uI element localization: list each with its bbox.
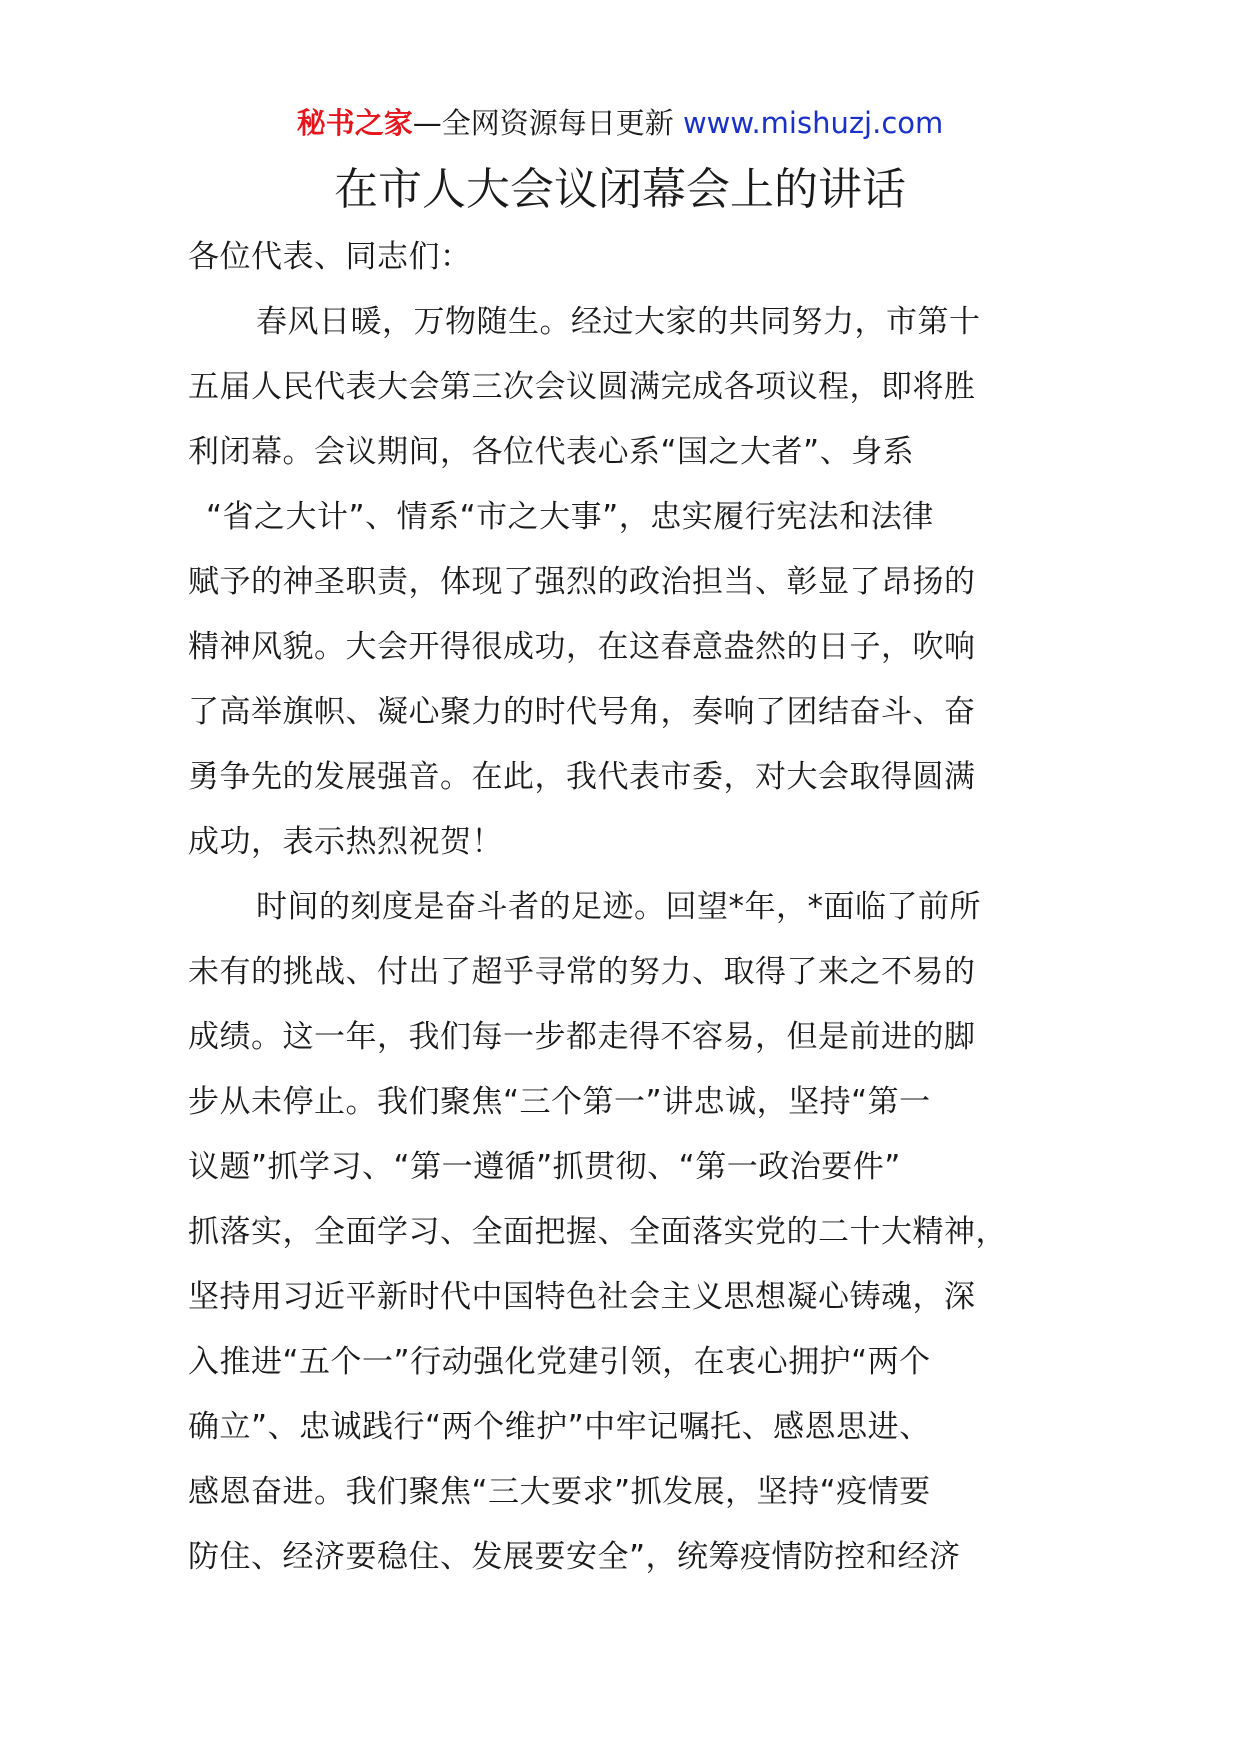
paragraph-line: 精神风貌。大会开得很成功，在这春意盎然的日子，吹响 bbox=[188, 629, 976, 665]
document-body bbox=[188, 225, 1048, 1590]
paragraph-line: 抓落实，全面学习、全面把握、全面落实党的二十大精神， bbox=[188, 1214, 1007, 1250]
paragraph-line: 春风日暖，万物随生。经过大家的共同努力，市第十 bbox=[256, 304, 981, 340]
paragraph-line: 入推进“五个一”行动强化党建引领，在衷心拥护“两个 bbox=[188, 1344, 931, 1380]
site-url-link[interactable]: www.mishuzj.com bbox=[682, 106, 944, 140]
paragraph-line: 步从未停止。我们聚焦“三个第一”讲忠诚，坚持“第一 bbox=[188, 1084, 931, 1120]
paragraph-line: 确立”、忠诚践行“两个维护”中牢记嘱托、感恩思进、 bbox=[188, 1409, 931, 1445]
paragraph-line: 未有的挑战、付出了超乎寻常的努力、取得了来之不易的 bbox=[188, 954, 976, 990]
document-title: 在市人大会议闭幕会上的讲话 bbox=[334, 164, 906, 215]
paragraph-line: 五届人民代表大会第三次会议圆满完成各项议程，即将胜 bbox=[188, 369, 976, 405]
paragraph-line: 时间的刻度是奋斗者的足迹。回望*年，*面临了前所 bbox=[256, 889, 981, 925]
paragraph-line: 坚持用习近平新时代中国特色社会主义思想凝心铸魂，深 bbox=[188, 1279, 976, 1315]
page-header bbox=[0, 100, 1240, 146]
paragraph-line: 成绩。这一年，我们每一步都走得不容易，但是前进的脚 bbox=[188, 1019, 976, 1055]
paragraph-line: 勇争先的发展强音。在此，我代表市委，对大会取得圆满 bbox=[188, 759, 976, 795]
paragraph-line: 议题”抓学习、“第一遵循”抓贯彻、“第一政治要件” bbox=[188, 1149, 901, 1185]
paragraph-line: 了高举旗帜、凝心聚力的时代号角，奏响了团结奋斗、奋 bbox=[188, 694, 976, 730]
salutation: 各位代表、同志们： bbox=[188, 239, 472, 275]
header-tagline: —全网资源每日更新 bbox=[412, 106, 683, 140]
paragraph-line: “省之大计”、情系“市之大事”，忠实履行宪法和法律 bbox=[206, 499, 934, 535]
paragraph-line: 赋予的神圣职责，体现了强烈的政治担当、彰显了昂扬的 bbox=[188, 564, 976, 600]
paragraph-line: 利闭幕。会议期间，各位代表心系“国之大者”、身系 bbox=[188, 434, 915, 470]
paragraph-line: 感恩奋进。我们聚焦“三大要求”抓发展，坚持“疫情要 bbox=[188, 1474, 931, 1510]
paragraph-line: 防住、经济要稳住、发展要安全”，统筹疫情防控和经济 bbox=[188, 1539, 961, 1575]
paragraph-line: 成功，表示热烈祝贺！ bbox=[188, 824, 503, 860]
brand-name: 秘书之家 bbox=[296, 106, 413, 140]
